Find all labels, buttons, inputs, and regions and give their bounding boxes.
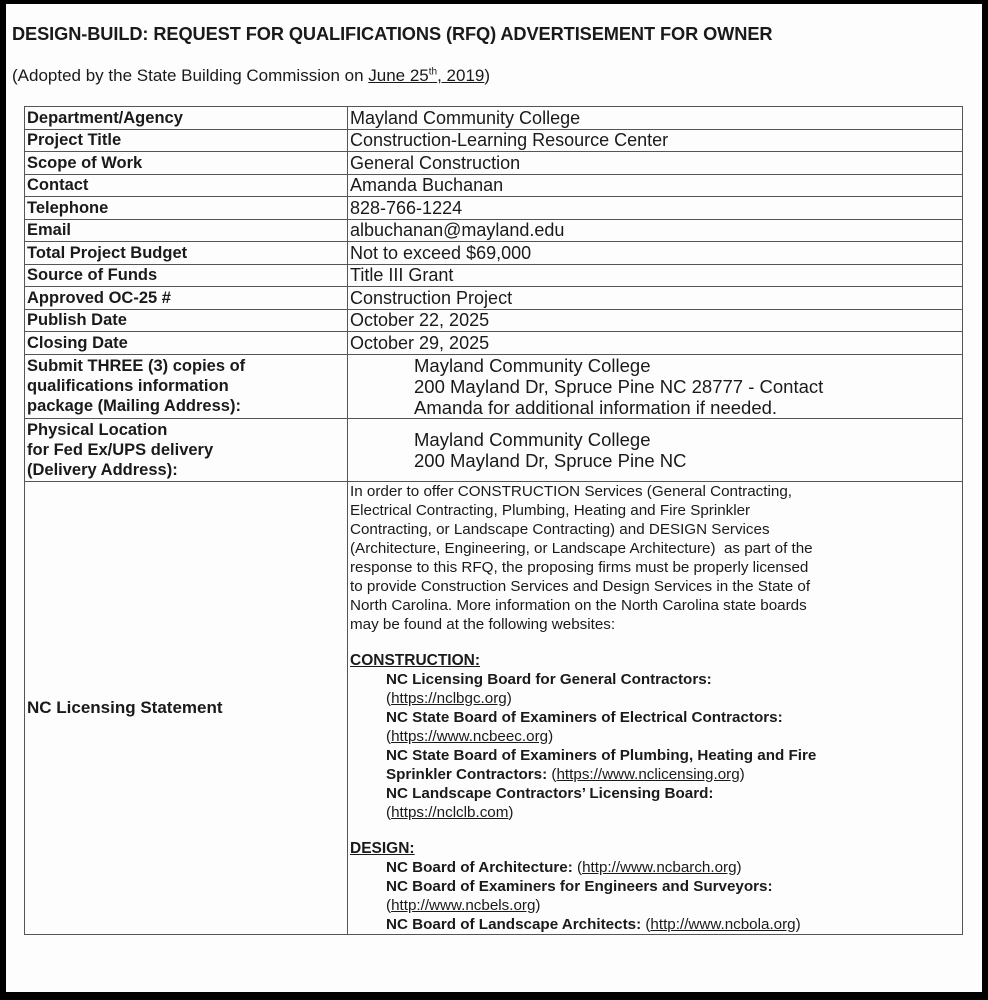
field-value: October 29, 2025: [348, 332, 963, 355]
rfq-info-table: [24, 106, 963, 935]
field-label: Source of Funds: [25, 264, 348, 287]
document-page: [6, 4, 982, 992]
field-value: Construction Project: [348, 287, 963, 310]
adoption-date-year: , 2019: [437, 66, 485, 85]
board-link[interactable]: https://nclclb.com: [391, 803, 509, 821]
board-name: NC Board of Architecture:: [386, 858, 573, 876]
label-line: (Delivery Address):: [27, 460, 178, 479]
row-email: [25, 219, 963, 242]
board-link[interactable]: http://www.ncbarch.org: [582, 858, 737, 876]
row-oc25: [25, 287, 963, 310]
board-name: NC State Board of Examiners of Electrical Contractors:: [386, 708, 783, 726]
field-label: Telephone: [25, 197, 348, 220]
field-value: 828-766-1224: [348, 197, 963, 220]
board-engineers-surveyors: NC Board of Examiners for Engineers and Surveyors: (http://www.ncbels.org): [386, 877, 773, 914]
licensing-label: NC Licensing Statement: [25, 481, 348, 934]
field-label: Email: [25, 219, 348, 242]
board-name: NC Board of Examiners for Engineers and Surveyors:: [386, 877, 773, 895]
paragraph-line: Electrical Contracting, Plumbing, Heating and Fire Sprinkler: [350, 501, 751, 519]
row-department: [25, 107, 963, 130]
paragraph-line: to provide Construction Services and Design Services in the State of: [350, 577, 811, 595]
value-line: Amanda for additional information if needed.: [414, 396, 778, 418]
row-project-title: [25, 129, 963, 152]
row-funds: [25, 264, 963, 287]
label-line: qualifications information: [27, 377, 229, 395]
subtitle-prefix: (Adopted by the State Building Commission on: [12, 66, 369, 85]
value-line: 200 Mayland Dr, Spruce Pine NC 28777 - Contact: [414, 375, 824, 397]
delivery-label: [25, 418, 348, 481]
page-title: DESIGN-BUILD: REQUEST FOR QUALIFICATIONS (RFQ) ADVERTISEMENT FOR OWNER: [12, 23, 773, 44]
board-link[interactable]: https://nclbgc.org: [391, 689, 507, 707]
board-landscape-contractors: NC Landscape Contractors’ Licensing Board: (https://nclclb.com): [386, 784, 714, 821]
field-label: Closing Date: [25, 332, 348, 355]
board-link[interactable]: https://www.nclicensing.org: [556, 765, 740, 783]
field-label: Contact: [25, 174, 348, 197]
board-architecture: NC Board of Architecture: (http://www.ncbarch.org): [386, 858, 742, 876]
licensing-paragraph: [350, 482, 962, 634]
subtitle-suffix: ): [484, 66, 491, 85]
field-value: Mayland Community College: [348, 107, 963, 130]
field-label: Department/Agency: [25, 107, 348, 130]
board-name: NC Licensing Board for General Contractors:: [386, 670, 712, 688]
adoption-date-sup: th: [428, 66, 438, 78]
label-line: Physical Location: [27, 420, 168, 439]
board-general-contractors: NC Licensing Board for General Contractors: (https://nclbgc.org): [386, 670, 712, 707]
label-line: package (Mailing Address):: [27, 397, 241, 415]
label-line: Submit THREE (3) copies of: [27, 357, 246, 375]
board-link[interactable]: https://www.ncbeec.org: [391, 727, 549, 745]
field-value: Title III Grant: [348, 264, 963, 287]
label-line: for Fed Ex/UPS delivery: [27, 440, 214, 459]
board-link[interactable]: http://www.ncbels.org: [391, 896, 536, 914]
mailing-label: [25, 354, 348, 418]
adoption-date-main: June 25: [368, 66, 429, 85]
value-line: Mayland Community College: [414, 354, 651, 376]
field-label: Approved OC-25 #: [25, 287, 348, 310]
value-line: 200 Mayland Dr, Spruce Pine NC: [414, 449, 687, 471]
board-plumbing-contractors: NC State Board of Examiners of Plumbing, Heating and Fire Sprinkler Contractors: (https://www.nclicensing.org): [386, 746, 817, 783]
board-name: NC Landscape Contractors’ Licensing Board:: [386, 784, 714, 802]
board-landscape-architects: NC Board of Landscape Architects: (http://www.ncbola.org): [386, 915, 801, 933]
value-line: Mayland Community College: [414, 428, 651, 450]
field-value: Amanda Buchanan: [348, 174, 963, 197]
paragraph-line: In order to offer CONSTRUCTION Services (General Contracting,: [350, 482, 792, 500]
board-name: NC Board of Landscape Architects:: [386, 915, 642, 933]
row-mailing-address: [25, 354, 963, 418]
field-label: Publish Date: [25, 309, 348, 332]
field-label: Scope of Work: [25, 152, 348, 175]
row-contact: [25, 174, 963, 197]
field-label: Project Title: [25, 129, 348, 152]
row-licensing: [25, 481, 963, 934]
row-delivery-address: [25, 418, 963, 481]
mailing-value: [348, 354, 963, 418]
paragraph-line: may be found at the following websites:: [350, 615, 616, 633]
field-value: General Construction: [348, 152, 963, 175]
row-telephone: [25, 197, 963, 220]
page-subtitle: [12, 66, 490, 86]
paragraph-line: response to this RFQ, the proposing firms must be properly licensed: [350, 558, 809, 576]
construction-heading: CONSTRUCTION:: [350, 651, 481, 669]
paragraph-line: North Carolina. More information on the North Carolina state boards: [350, 596, 807, 614]
row-budget: [25, 242, 963, 265]
board-name: NC State Board of Examiners of Plumbing, Heating and Fire: [386, 746, 817, 764]
delivery-value: [348, 418, 963, 481]
board-link[interactable]: http://www.ncbola.org: [650, 915, 796, 933]
paragraph-line: (Architecture, Engineering, or Landscape Architecture) as part of the: [350, 539, 813, 557]
row-closing-date: [25, 332, 963, 355]
field-value: albuchanan@mayland.edu: [348, 219, 963, 242]
paragraph-line: Contracting, or Landscape Contracting) and DESIGN Services: [350, 520, 770, 538]
board-name-cont: Sprinkler Contractors:: [386, 765, 548, 783]
field-value: Not to exceed $69,000: [348, 242, 963, 265]
licensing-statement: [348, 481, 963, 934]
field-value: Construction-Learning Resource Center: [348, 129, 963, 152]
row-publish-date: [25, 309, 963, 332]
row-scope: [25, 152, 963, 175]
adoption-date: [368, 66, 484, 85]
field-label: Total Project Budget: [25, 242, 348, 265]
field-value: October 22, 2025: [348, 309, 963, 332]
board-electrical-contractors: NC State Board of Examiners of Electrical Contractors: (https://www.ncbeec.org): [386, 708, 783, 745]
design-heading: DESIGN:: [350, 839, 415, 857]
